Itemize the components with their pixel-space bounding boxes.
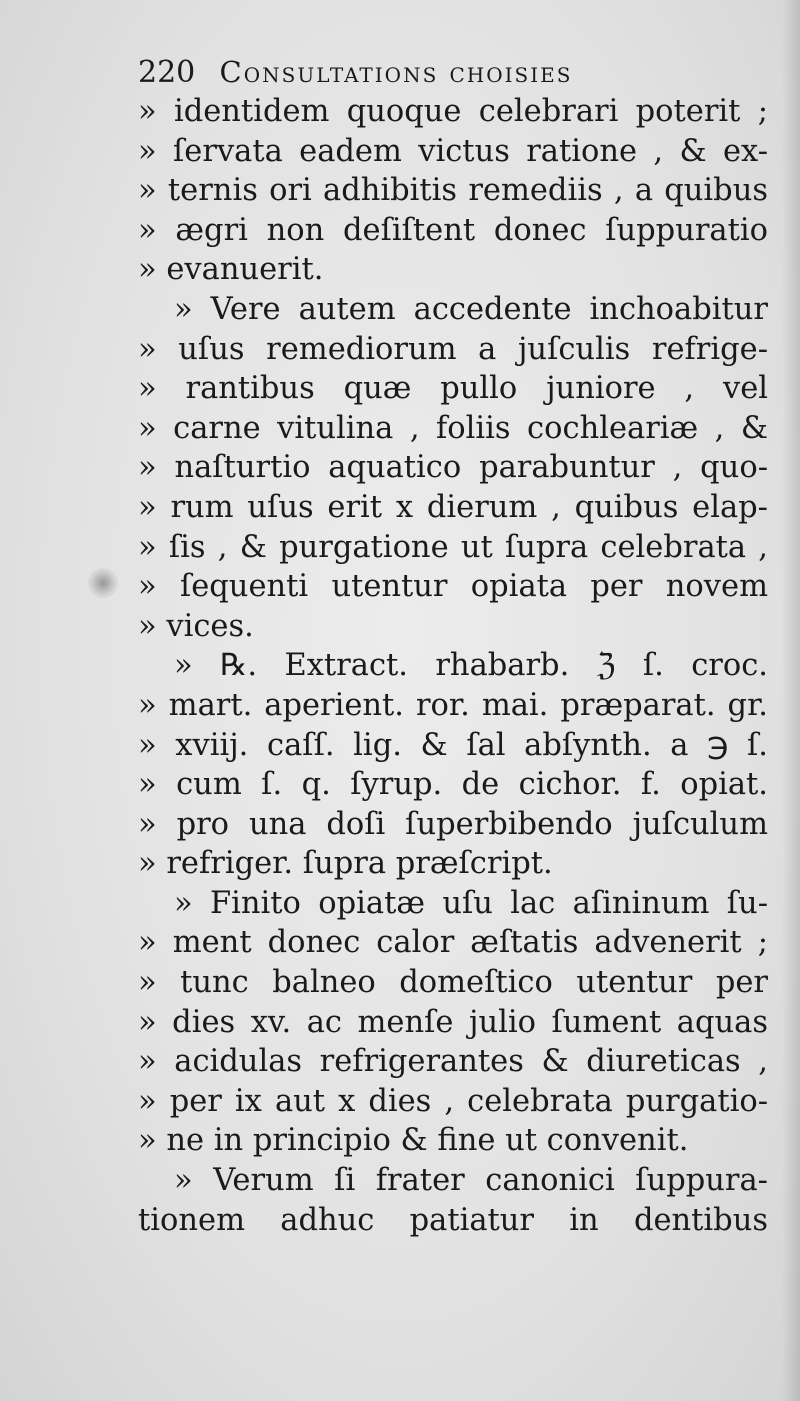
text-line: » acidulas refrigerantes & diureticas , bbox=[138, 1044, 768, 1080]
text-line: » per ix aut x dies , celebrata purgatio- bbox=[138, 1083, 768, 1119]
text-line: » tunc balneo domeſtico utentur per bbox=[138, 965, 768, 1001]
text-line: » ægri non deſiſtent donec ſuppuratio bbox=[138, 212, 768, 248]
running-title: Consultations choisies bbox=[219, 55, 573, 89]
text-line: » ℞. Extract. rhabarb. ℨ ſ. croc. bbox=[174, 648, 768, 684]
text-line: » rum uſus erit x dierum , quibus elap- bbox=[138, 489, 768, 525]
text-line: » cum ſ. q. ſyrup. de cichor. f. opiat. bbox=[138, 767, 768, 803]
text-line: » vices. bbox=[138, 608, 254, 644]
text-line: » naſturtio aquatico parabuntur , quo- bbox=[138, 450, 768, 486]
text-line: » ſervata eadem victus ratione , & ex- bbox=[138, 133, 768, 169]
text-line: » rantibus quæ pullo juniore , vel bbox=[138, 371, 768, 407]
text-line: » ſequenti utentur opiata per novem bbox=[138, 569, 768, 605]
text-line: » carne vitulina , foliis cochleariæ , & bbox=[138, 410, 768, 446]
text-line: » ment donec calor æſtatis advenerit ; bbox=[138, 925, 768, 961]
text-line: » evanuerit. bbox=[138, 252, 324, 288]
text-line: » Finito opiatæ uſu lac aſininum ſu- bbox=[174, 885, 768, 921]
text-line: » xviij. caſſ. lig. & ſal abſynth. a ℈ ſ. bbox=[138, 727, 768, 763]
text-line: » Vere autem accedente inchoabitur bbox=[174, 291, 768, 327]
text-line: » pro una doſi ſuperbibendo juſculum bbox=[138, 806, 768, 842]
page-number: 220 bbox=[138, 55, 196, 90]
text-line: » refriger. ſupra præſcript. bbox=[138, 846, 553, 882]
text-line: » dies xv. ac menſe julio ſument aquas bbox=[138, 1004, 768, 1040]
text-line: » Verum ſi frater canonici ſuppura- bbox=[174, 1163, 768, 1199]
text-line: » ternis ori adhibitis remediis , a quibus bbox=[138, 173, 768, 209]
text-line: » identidem quoque celebrari poterit ; bbox=[138, 94, 768, 129]
text-line: » ſis , & purgatione ut ſupra celebrata , bbox=[138, 529, 768, 565]
text-line: » ne in principio & fine ut convenit. bbox=[138, 1123, 689, 1159]
running-header bbox=[138, 52, 778, 92]
ink-stain bbox=[88, 568, 118, 598]
text-line: » uſus remediorum a juſculis refrige- bbox=[138, 331, 768, 367]
text-line: » mart. aperient. ror. mai. præparat. gr. bbox=[138, 687, 768, 723]
text-line: tionem adhuc patiatur in dentibus bbox=[138, 1202, 768, 1238]
body-text bbox=[138, 92, 768, 1240]
page-edge-shadow bbox=[782, 0, 800, 1401]
